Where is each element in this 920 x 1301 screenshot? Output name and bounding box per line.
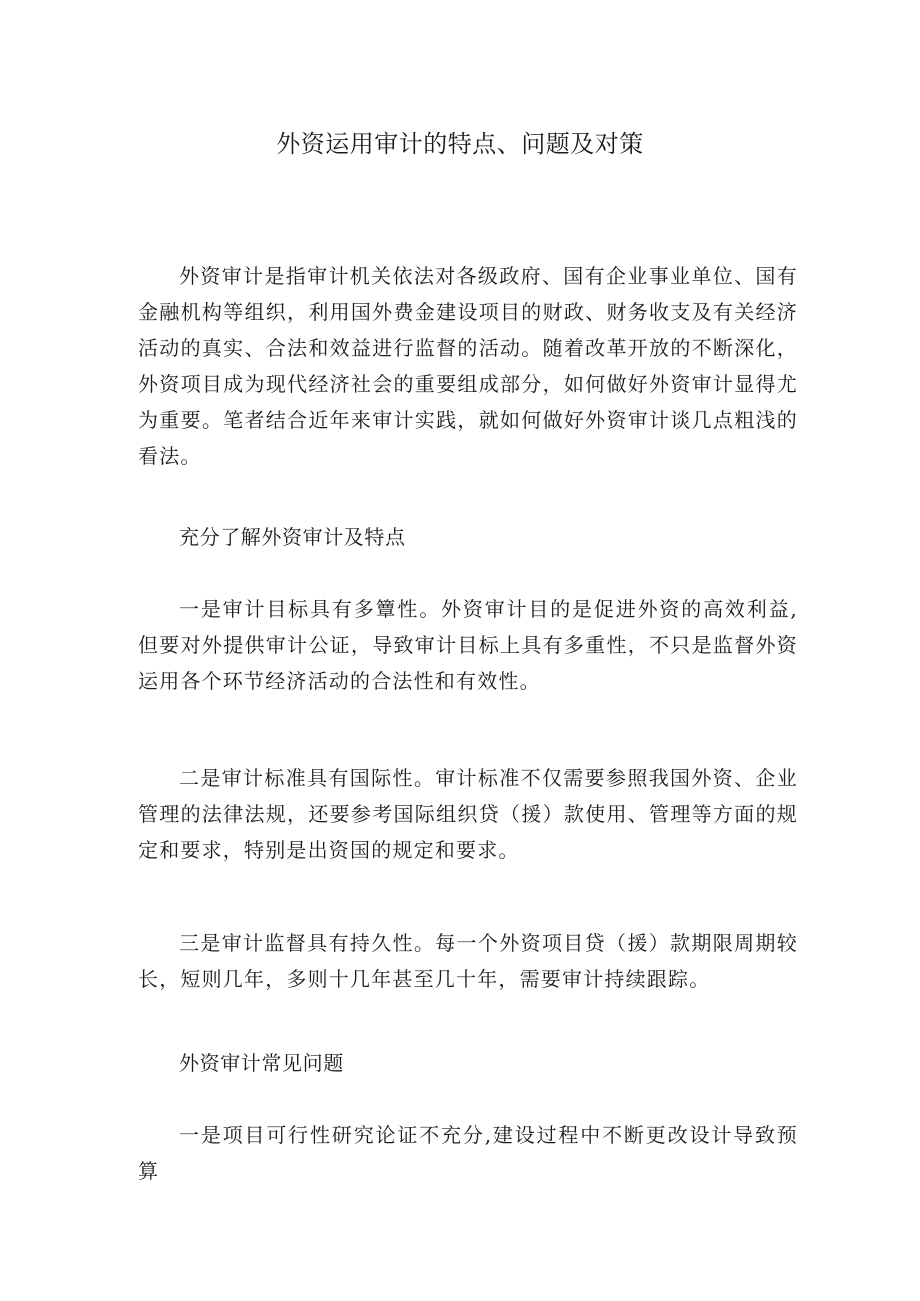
- section-heading-problems: 外资审计常见问题: [179, 1051, 344, 1075]
- section-heading-characteristics: 充分了解外资审计及特点: [179, 525, 406, 549]
- point-paragraph-2: 二是审计标准具有国际性。审计标准不仅需要参照我国外资、企业管理的法律法规，还要参考国际组织贷（援）款使用、管理等方面的规定和要求，特别是出资国的规定和要求。: [138, 766, 798, 862]
- document-title: 外资运用审计的特点、问题及对策: [276, 130, 644, 158]
- problem-paragraph-1: 一是项目可行性研究论证不充分,建设过程中不断更改设计导致预算: [138, 1123, 798, 1183]
- intro-paragraph: 外资审计是指审计机关依法对各级政府、国有企业事业单位、国有金融机构等组织，利用国外费金建设项目的财政、财务收支及有关经济活动的真实、合法和效益进行监督的活动。随着改革开放的不断深化，外资项目成为现代经济社会的重要组成部分，如何做好外资审计显得尤为重要。笔者结合近年来审计实践，就如何做好外资审计谈几点粗浅的看法。: [138, 264, 798, 468]
- point-paragraph-1: 一是审计目标具有多簟性。外资审计目的是促进外资的高效利益,但要对外提供审计公证，导致审计目标上具有多重性，不只是监督外资运用各个环节经济活动的合法性和有效性。: [138, 597, 798, 693]
- point-paragraph-3: 三是审计监督具有持久性。每一个外资项目贷（援）款期限周期较长，短则几年，多则十几年甚至几十年，需要审计持续跟踪。: [138, 931, 798, 991]
